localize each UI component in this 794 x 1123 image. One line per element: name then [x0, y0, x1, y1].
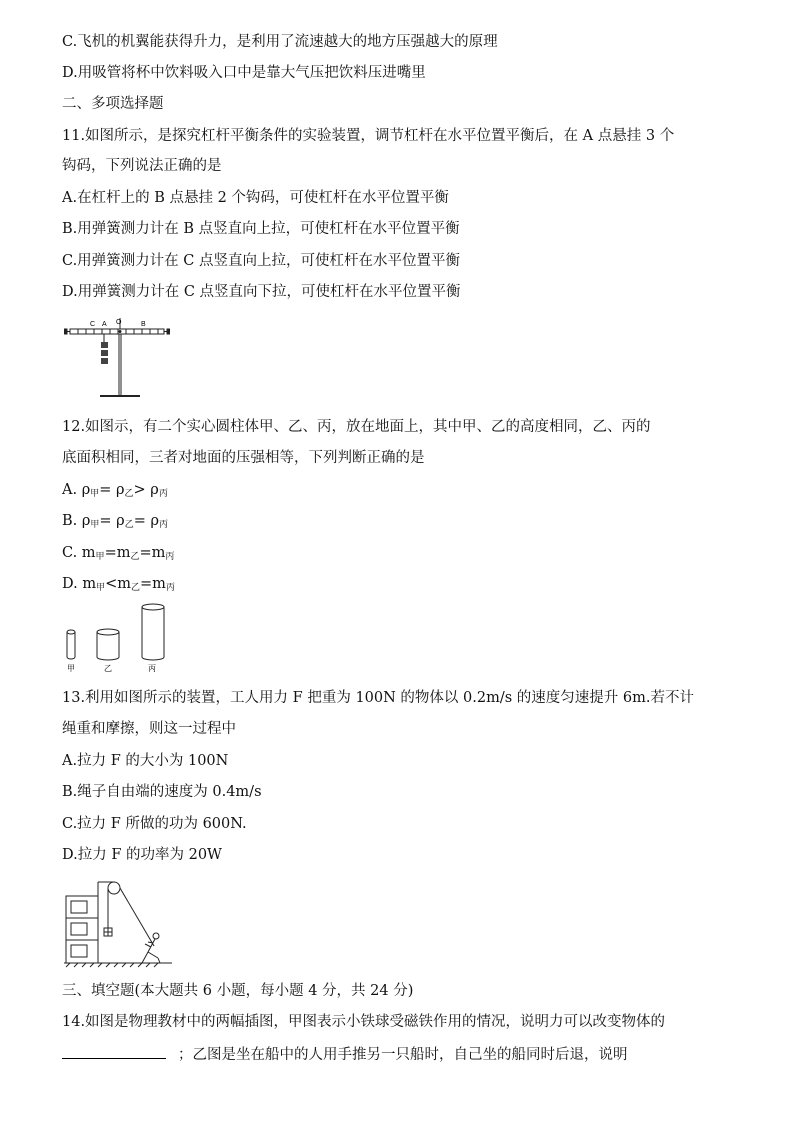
q12-d-sub1: 甲: [96, 583, 106, 593]
answer-blank[interactable]: [62, 1044, 166, 1059]
cylinder-yi: [97, 629, 119, 660]
cylinders-figure: [62, 602, 172, 676]
q14-stem-line2-text: ；乙图是坐在船中的人用手推另一只船时，自己坐的船同时后退，说明: [178, 1047, 628, 1063]
q14-stem-line1: 14.如图是物理教材中的两幅插图，甲图表示小铁球受磁铁作用的情况，说明力可以改变物体的: [62, 1014, 666, 1030]
q12-c-sub2: 乙: [130, 552, 140, 562]
q12-d-mid2: =m: [140, 576, 166, 592]
q11-option-d: D.用弹簧测力计在 C 点竖直向下拉，可使杠杆在水平位置平衡: [62, 284, 461, 300]
section-3-heading: 三、填空题(本大题共 6 小题，每小题 4 分，共 24 分): [62, 983, 414, 999]
q10-option-d: D.用吸管将杯中饮料吸入口中是靠大气压把饮料压进嘴里: [62, 65, 426, 81]
cylinder-bing: [142, 604, 164, 660]
q12-option-c: [62, 543, 174, 567]
lever-label-b: B: [141, 321, 146, 328]
q12-stem-line1: 12.如图示，有二个实心圆柱体甲、乙、丙，放在地面上，其中甲、乙的高度相同，乙、丙的: [62, 419, 651, 435]
q12-b-sub2: 乙: [124, 520, 134, 530]
q12-stem-line2: 底面积相同，三者对地面的压强相等，下列判断正确的是: [62, 450, 425, 466]
q13-stem-line2: 绳重和摩擦，则这一过程中: [62, 721, 236, 737]
q12-c-mid2: =m: [139, 545, 166, 561]
lever-label-c: C: [90, 321, 96, 328]
q13-option-b: B.绳子自由端的速度为 0.4m/s: [62, 784, 262, 800]
lever-figure: [64, 314, 170, 400]
q12-d-sub3: 丙: [165, 583, 175, 593]
cylinder-jia: [67, 630, 75, 659]
lever-label-o: O: [116, 319, 122, 326]
q12-d-mid1: <m: [105, 576, 131, 592]
q12-b-sub1: 甲: [90, 520, 100, 530]
q13-option-a: A.拉力 F 的大小为 100N: [62, 753, 229, 769]
q12-d-text: D. m: [62, 576, 97, 592]
q12-a-text: A. ρ: [62, 482, 91, 498]
q12-option-b: [62, 511, 168, 535]
q13-stem-line1: 13.利用如图所示的装置，工人用力 F 把重为 100N 的物体以 0.2m/s 的速度匀速提升 6m.若不计: [62, 690, 694, 706]
q10-option-c: C.飞机的机翼能获得升力，是利用了流速越大的地方压强越大的原理: [62, 34, 498, 50]
pulley-worker-figure: [62, 874, 174, 968]
q13-option-d: D.拉力 F 的功率为 20W: [62, 847, 222, 863]
cyl-label-yi: 乙: [104, 664, 112, 673]
q12-a-mid2: > ρ: [133, 482, 159, 498]
q12-b-sub3: 丙: [159, 520, 169, 530]
q12-a-sub3: 丙: [158, 489, 168, 499]
q11-option-c: C.用弹簧测力计在 C 点竖直向上拉，可使杠杆在水平位置平衡: [62, 253, 460, 269]
q12-b-mid1: = ρ: [99, 513, 125, 529]
cyl-label-jia: 甲: [67, 664, 75, 673]
hook-weight-1: [101, 342, 108, 348]
q12-c-mid1: =m: [104, 545, 131, 561]
q11-option-a: A.在杠杆上的 B 点悬挂 2 个钩码，可使杠杆在水平位置平衡: [62, 190, 449, 206]
q11-option-b: B.用弹簧测力计在 B 点竖直向上拉，可使杠杆在水平位置平衡: [62, 221, 460, 237]
q12-a-sub2: 乙: [124, 489, 134, 499]
q12-option-d: [62, 574, 175, 598]
q13-option-c: C.拉力 F 所做的功为 600N.: [62, 816, 247, 832]
section-2-heading: 二、多项选择题: [62, 96, 164, 112]
q11-stem-line2: 钩码，下列说法正确的是: [62, 158, 222, 174]
q12-option-a: [62, 480, 168, 504]
hook-weight-3: [101, 358, 108, 364]
lever-label-a: A: [102, 321, 107, 328]
q12-c-text: C. m: [62, 545, 96, 561]
q12-a-sub1: 甲: [90, 489, 100, 499]
q12-c-sub1: 甲: [95, 552, 105, 562]
q12-a-mid1: = ρ: [99, 482, 125, 498]
q12-c-sub3: 丙: [165, 552, 175, 562]
q12-d-sub2: 乙: [131, 583, 141, 593]
q14-stem-line2: [62, 1044, 628, 1065]
cyl-label-bing: 丙: [148, 664, 156, 673]
q12-b-text: B. ρ: [62, 513, 91, 529]
q12-b-mid2: = ρ: [133, 513, 160, 529]
q11-stem-line1: 11.如图所示，是探究杠杆平衡条件的实验装置，调节杠杆在水平位置平衡后，在 A 点悬挂 3 个: [62, 128, 675, 144]
hook-weight-2: [101, 350, 108, 356]
